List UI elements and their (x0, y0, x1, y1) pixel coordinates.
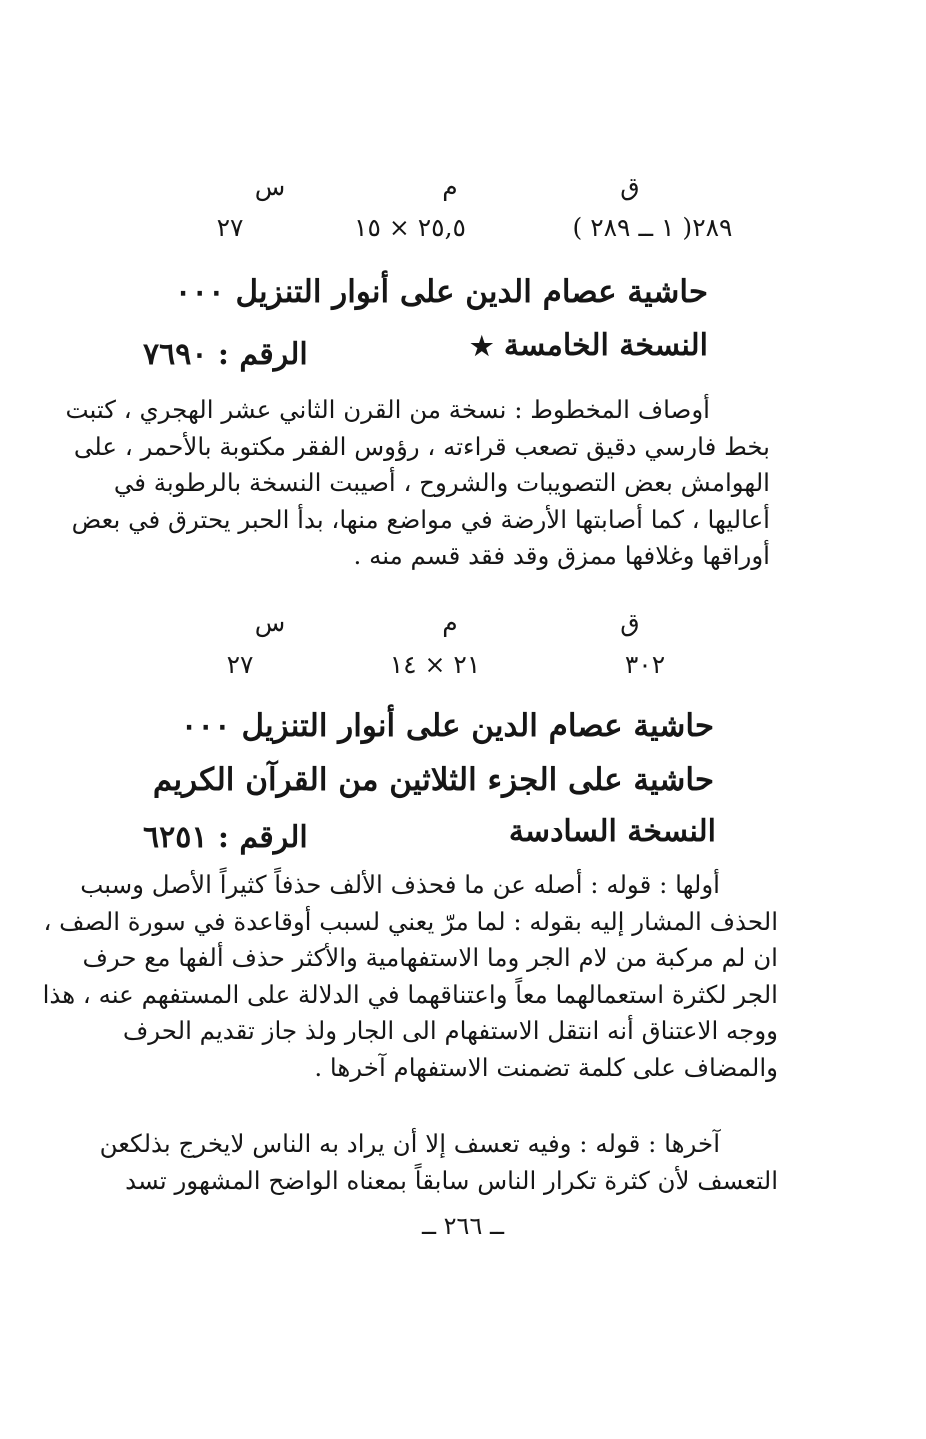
copy5-label: النسخة الخامسة (503, 328, 708, 363)
description-line: أوصاف المخطوط : نسخة من القرن الثاني عشر الهجري ، كتبت (65, 395, 710, 424)
table2-header-s: س (254, 608, 286, 637)
table2-header-q: ق (620, 608, 640, 637)
copy6-label: النسخة السادسة (508, 814, 716, 849)
table1-header-s: س (254, 172, 286, 201)
copy5-label-line (470, 328, 708, 363)
incipit-line: ان لم مركبة من لام الجر وما الاستفهامية والأكثر حذف ألفها مع حرف (82, 943, 778, 972)
title-2: حاشية عصام الدين على أنوار التنزيل ٠٠٠ (180, 708, 714, 744)
table1-value-m: ٢٥,٥ × ١٥ (354, 213, 466, 242)
incipit-paragraph (42, 867, 778, 1086)
table1-value-q: ٢٨٩( ١ ــ ٢٨٩ ) (572, 213, 733, 242)
incipit-line: الحذف المشار إليه بقوله : لما مرّ يعني لسبب أوقاعدة في سورة الصف ، (43, 906, 778, 936)
description-line: الهوامش بعض التصويبات والشروح ، أصيبت النسخة بالرطوبة في (113, 468, 770, 497)
page-number: ــ ٢٦٦ ــ (421, 1212, 505, 1240)
table2-headers (205, 608, 695, 637)
table2-value-q: ٣٠٢ (624, 650, 666, 679)
explicit-line: التعسف لأن كثرة تكرار الناس سابقاً بمعناه الواضح المشهور تسد (125, 1165, 778, 1195)
explicit-line: آخرها : قوله : وفيه تعسف إلا أن يراد به الناس لايخرج بذلكعن (99, 1129, 720, 1158)
table1-value-s: ٢٧ (216, 213, 244, 242)
incipit-line: أولها : قوله : أصله عن ما فحذف الألف حذفاً كثيراً الأصل وسبب (80, 870, 720, 899)
table2-value-m: ٢١ × ١٤ (389, 650, 481, 679)
copy6-number: الرقم : ٦٢٥١ (143, 820, 308, 855)
star-icon: ★ (470, 332, 494, 362)
table2-values (200, 650, 700, 679)
manuscript-description (65, 392, 770, 575)
incipit-line: الجر لكثرة استعمالهما معاً واعتناقهما في الدلالة على المستفهم عنه ، هذا (42, 979, 778, 1009)
title-1: حاشية عصام الدين على أنوار التنزيل ٠٠٠ (174, 274, 708, 310)
explicit-paragraph (99, 1126, 778, 1199)
title-3: حاشية على الجزء الثلاثين من القرآن الكريم (152, 762, 714, 798)
description-line: بخط فارسي دقيق تصعب قراءته ، رؤوس الفقر مكتوبة بالأحمر ، على (73, 431, 770, 461)
table2-value-s: ٢٧ (226, 650, 254, 679)
incipit-line: ووجه الاعتناق أنه انتقل الاستفهام الى الجار ولذ جاز تقديم الحرف (122, 1016, 778, 1045)
table1-header-q: ق (620, 172, 640, 201)
table1-values (200, 213, 745, 242)
description-line: أوراقها وغلافها ممزق وقد فقد قسم منه . (353, 541, 770, 570)
description-line: أعاليها ، كما أصابتها الأرضة في مواضع منها، بدأ الحبر يحترق في بعض (71, 504, 770, 534)
table1-headers (205, 172, 695, 201)
incipit-line: والمضاف على كلمة تضمنت الاستفهام آخرها . (314, 1052, 778, 1082)
table2-header-m: م (442, 608, 458, 637)
copy5-number: الرقم : ٧٦٩٠ (143, 337, 308, 372)
table1-header-m: م (442, 172, 458, 201)
